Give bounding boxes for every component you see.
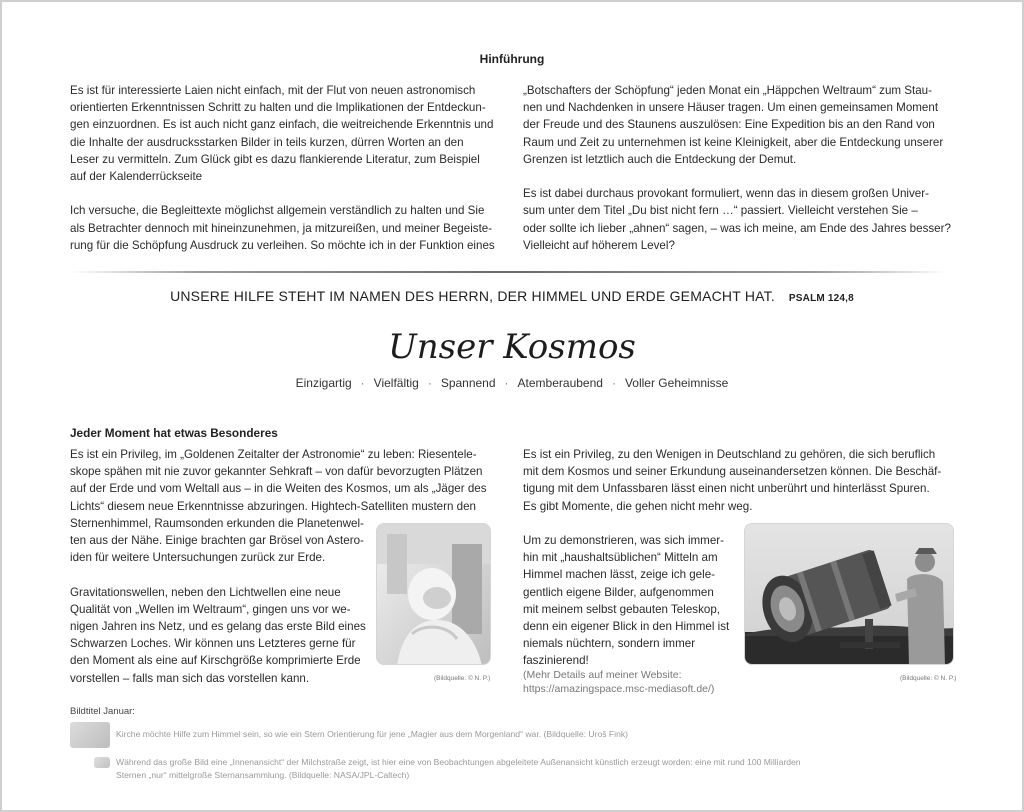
intro-column-right: „Botschafters der Schöpfung“ jeden Monat ein „Häppchen Weltraum“ zum Stau- nen und Nachdenken in unsere Häuser tragen. Um einen gemeinsamen Moment der Freude und des Staunens auszulösen: Eine Expedition bis an den Rand von Raum und Zeit zu unternehmen ist keine Kleinigkeit, aber die Entdeckung unserer Grenzen ist letztlich auch die Entdeckung der Demut. Es ist dabei durchaus provokant formuliert, wenn das in diesem großen Univer- sum unter dem Titel „Du bist nicht fern …“ passiert. Vielleicht verstehen Sie – oder sollte ich lieber „ahnen“ sagen, – was ich meine, am Ende des Jahres besser? Vielleicht auf höherem Level? (523, 84, 951, 252)
bildtitel-row-2: Während das große Bild eine „Innenansicht“ der Milchstraße zeigt, ist hier eine von Beobachtungen abgeleitete Außenansicht künstlich erzeugt worden: eine mit rund 100 Milliarden Sternen „nur“ mittelgroße Sternansammlung. (Bildquelle: NASA/JPL-Caltech) (116, 757, 801, 780)
psalm-quote (0, 288, 1024, 304)
tag-separator: · (504, 376, 509, 390)
tag-vielfaeltig: Vielfältig (373, 376, 419, 390)
tag-separator: · (611, 376, 616, 390)
tag-separator: · (427, 376, 432, 390)
psalm-text: UNSERE HILFE STEHT IM NAMEN DES HERRN, DER HIMMEL UND ERDE GEMACHT HAT. (170, 288, 775, 304)
moment-column-left: Es ist ein Privileg, im „Goldenen Zeitalter der Astronomie“ zu leben: Riesentele- skope spähen mit nie zuvor gekannter Sehkraft – von dafür bevorzugten Plätzen auf der Erde und vom Weltall aus – in die Weiten des Kosmos, um als „Jäger des Lichts“ diesem neue Erkenntnisse abzuringen. Hightech-Satelliten mustern den Sternenhimmel, Raumsonden erkunden die Planetenwel- ten aus der Nähe. Einige brachten gar Brösel von Astero- iden für weitere Untersuchungen zurück zur Erde. Gravitationswellen, neben den Lichtwellen eine neue Qualität von „Wellen im Weltraum“, gingen uns vor we- nigen Jahren ins Netz, und es gelang das erste Bild eines Schwarzen Loches. Wir können uns Letzteres gerne für den Moment als eine auf Kirschgröße komprimierte Erde vorstellen – falls man sich das vorstellen kann. (70, 448, 487, 685)
tag-einzigartig: Einzigartig (295, 376, 352, 390)
website-note: (Mehr Details auf meiner Website: https://amazingspace.msc-mediasoft.de/) (523, 669, 715, 695)
kosmos-title-text: Unser Kosmos (388, 327, 636, 367)
psalm-reference: PSALM 124,8 (788, 293, 854, 304)
photo-cleanroom (376, 523, 491, 665)
photo-cleanroom-credit: (Bildquelle: © N. P.) (434, 675, 491, 682)
tag-spannend: Spannend (440, 376, 496, 390)
thumbnail-church (70, 722, 110, 748)
tag-separator: · (360, 376, 365, 390)
moment-column-right-top: Es ist ein Privileg, zu den Wenigen in Deutschland zu gehören, die sich beruflich mit dem Kosmos und seiner Erkundung auseinandersetzen können. Die Beschäf- tigung mit dem Unfassbaren lässt einen nicht unberührt und hinterlässt Spuren. Es gibt Momente, die gehen nicht mehr weg. (523, 448, 942, 513)
moment-heading: Jeder Moment hat etwas Besonderes (70, 426, 278, 440)
photo-telescope-credit: (Bildquelle: © N. P.) (900, 675, 957, 682)
moment-column-right-bottom: Um zu demonstrieren, was sich immer- hin mit „haushaltsüblichen“ Mitteln am Himmel machen lässt, zeige ich gele- gentlich eigene Bilder, aufgenommen mit meinem selbst gebauten Teleskop, denn ein eigener Blick in den Himmel ist niemals nüchtern, sondern immer faszinierend! (523, 534, 730, 668)
bildtitel-label: Bildtitel Januar: (70, 706, 135, 717)
bildtitel-row-1: Kirche möchte Hilfe zum Himmel sein, so wie ein Stern Orientierung für jene „Magier aus dem Morgenland“ war. (Bildquelle: Uroš Fink) (116, 729, 629, 739)
kosmos-title (0, 318, 1024, 374)
tag-voller-geheimnisse: Voller Geheimnisse (624, 376, 729, 390)
photo-telescope (744, 523, 954, 665)
tag-atemberaubend: Atemberaubend (517, 376, 603, 390)
thumbnail-milkyway (94, 757, 110, 768)
intro-column-left: Es ist für interessierte Laien nicht einfach, mit der Flut von neuen astronomisch orientierten Erkenntnissen Schritt zu halten und die Implikationen der Entdeckun- gen einzuordnen. Es ist auch nicht ganz einfach, die weitreichende Erkenntnis und die Inhalte der ausdrucksstarken Bilder in teils kurzen, dürren Worten an den Leser zu vermitteln. Zum Glück gibt es dazu flankierende Literatur, zum Beispiel auf der Kalenderrückseite Ich versuche, die Begleittexte möglichst allgemein verständlich zu halten und Sie als Betrachter dennoch mit hineinzunehmen, ja mitzureißen, und meiner Begeiste- rung für die Schöpfung Ausdruck zu verleihen. So möchte ich in der Funktion eines (70, 84, 495, 252)
intro-heading: Hinführung (479, 52, 545, 66)
kosmos-tagline (0, 376, 1024, 390)
divider-rule (70, 271, 948, 273)
